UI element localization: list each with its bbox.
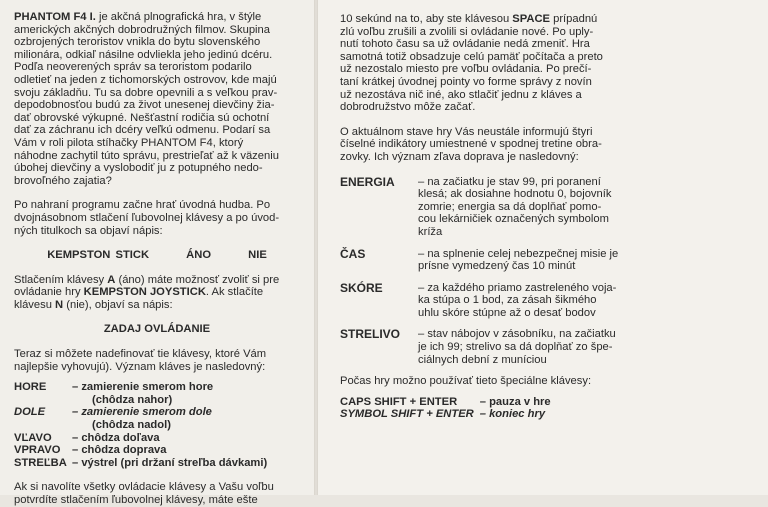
kempston-prompt xyxy=(14,249,300,262)
indicator-line: ciálnych dební z muníciou xyxy=(418,353,547,366)
outro-line: Ak si navolíte všetky ovládacie klávesy a Vašu voľbu xyxy=(14,481,274,494)
zadaj-text: ZADAJ OVLÁDANIE xyxy=(103,323,211,336)
key-a: A xyxy=(107,273,116,286)
indicator-line: – za každého priamo zastreleného voja- xyxy=(418,281,617,294)
key-name xyxy=(14,394,72,407)
press-text: (nie), objaví sa nápis: xyxy=(66,298,173,311)
p1-text: 10 sekúnd na to, aby ste klávesou xyxy=(340,13,510,25)
define-line: Teraz si môžete nadefinovať tie klávesy, ktoré Vám xyxy=(14,348,267,361)
music-paragraph xyxy=(14,199,300,237)
indicator-line: prísne vymedzený čas 10 minút xyxy=(418,260,576,273)
indicator-cas xyxy=(340,248,750,273)
indicator-spacer xyxy=(404,248,416,273)
key-name: HORE xyxy=(14,381,47,394)
music-line: ných titulkoch sa objaví nápis: xyxy=(14,224,163,237)
indicator-name: ČAS xyxy=(340,246,366,261)
press-text: ovládanie hry xyxy=(14,286,81,299)
press-paragraph xyxy=(14,274,300,312)
key-name: VPRAVO xyxy=(14,444,61,457)
indicator-desc xyxy=(418,328,750,366)
indicator-desc xyxy=(418,176,750,239)
special-keys xyxy=(340,396,750,421)
p1-line: dobrodružstvo môže začať. xyxy=(340,101,476,114)
indicator-line: je ich 99; strelivo sa dá doplňať zo špe- xyxy=(418,341,613,354)
p1-line: taní krátkej úvodnej pointy vo forme správy z novín xyxy=(340,75,592,88)
indicator-line: – na splnenie celej nebezpečnej misie je xyxy=(418,247,619,260)
music-line: dvojnásobnom stlačení ľubovolnej klávesy a po úvod- xyxy=(14,211,280,224)
indicator-energia xyxy=(340,176,750,239)
intro-line: amerických akčných dobrodružných filmov. Skupina xyxy=(14,23,270,36)
press-text: klávesu xyxy=(14,298,52,311)
indicator-line: – na začiatku je stav 99, pri poranení xyxy=(418,175,601,188)
indicator-line: ka stúpa o 1 bod, za zásah šikmého xyxy=(418,294,597,307)
intro-line: dať obrovské výkupné. Nešťastní rodičia sú ochotní xyxy=(14,111,270,124)
indicator-desc xyxy=(418,282,750,320)
indicator-name: STRELIVO xyxy=(340,327,401,342)
intro-line: dať za záchranu ich dcéry veľkú odmenu. Podarí sa xyxy=(14,124,271,137)
indicator-strelivo xyxy=(340,328,750,366)
special-key: SYMBOL SHIFT + ENTER xyxy=(340,408,474,421)
intro-line: svoju základňu. Tu sa dobre opevnili a s veľkou prav- xyxy=(14,86,278,99)
intro-line: je akčná plnografická hra, v štýle xyxy=(98,11,262,23)
intro-line: milionára, odkiaľ násilne odvliekla jeho jedinú dcéru. xyxy=(14,48,273,61)
special-desc: – koniec hry xyxy=(479,408,546,421)
p1-line: zlú voľbu zrušili a zvolili si ovládanie nové. Po uply- xyxy=(340,25,594,38)
key-name: VĽAVO xyxy=(14,431,52,444)
intro-paragraph xyxy=(14,11,300,187)
intro-line: Podľa neoverených správ sa teroristom podarilo xyxy=(14,61,252,74)
key-name: STREĽBA xyxy=(14,456,67,469)
key-desc: – zamierenie smerom hore xyxy=(72,381,214,394)
intro-line: Vám v roli pilota stíhačky PHANTOM F4, ktorý xyxy=(14,136,244,149)
kempston-no: NIE xyxy=(248,249,267,262)
indicators-intro xyxy=(340,126,750,164)
intro-line: depodobnosťou budú za život unesenej dievčiny žia- xyxy=(14,99,275,112)
outro-paragraph xyxy=(14,481,300,506)
left-page xyxy=(0,0,314,506)
indicator-line: klesá; ak dosiahne hodnotu 0, bojovník xyxy=(418,188,612,201)
p1-text: prípadnú xyxy=(553,13,598,25)
key-desc: (chôdza nadol) xyxy=(92,419,171,432)
intro-line: náhodne zachytil túto správu, prestrieľať až k väzeniu xyxy=(14,149,279,162)
indicator-name: ENERGIA xyxy=(340,174,395,189)
joystick-label: KEMPSTON JOYSTICK xyxy=(83,286,206,299)
intro-line: ozbrojených teroristov vnikla do bytu slovenského xyxy=(14,36,261,49)
key-name xyxy=(14,419,72,432)
indicator-spacer xyxy=(404,282,416,320)
key-desc: – zamierenie smerom dole xyxy=(72,406,212,419)
game-title: PHANTOM F4 I. xyxy=(14,11,96,23)
p2-line: zovky. Ich význam zľava doprava je nasledovný: xyxy=(340,150,579,163)
key-desc: (chôdza nahor) xyxy=(92,393,173,406)
press-text: Stlačením klávesy xyxy=(14,273,105,286)
p1-line: samotná totiž obsadzuje celú pamäť počítača a preto xyxy=(340,50,603,63)
p1-line: nutí tohoto času sa už ovládanie nedá zmeniť. Hra xyxy=(340,38,590,51)
indicator-spacer xyxy=(404,328,416,366)
p1-line: už nezostáva nič iné, ako stlačiť jednu z kláves a xyxy=(340,88,582,101)
key-table xyxy=(14,381,300,469)
key-desc: – chôdza doprava xyxy=(72,444,167,457)
key-space: SPACE xyxy=(512,13,550,25)
space-paragraph xyxy=(340,13,750,114)
indicator-desc xyxy=(418,248,750,273)
key-desc: – chôdza doľava xyxy=(72,431,160,444)
key-desc: – výstrel (pri držaní streľba dávkami) xyxy=(72,456,268,469)
indicator-name: SKÓRE xyxy=(340,280,383,295)
intro-line: úbohej dievčiny a vyslobodiť ju z potupného nedo- xyxy=(14,162,263,175)
kempston-yes: ÁNO xyxy=(186,249,212,262)
p1-line: už nezostalo miesto pre voľbu ovládania. Po prečí- xyxy=(340,63,592,76)
indicator-line: kríža xyxy=(418,225,443,238)
key-n: N xyxy=(55,298,64,311)
define-paragraph xyxy=(14,348,300,373)
press-text: (áno) máte možnosť zvoliť si pre xyxy=(118,273,280,286)
music-line: Po nahraní programu začne hrať úvodná hudba. Po xyxy=(14,199,271,212)
indicator-line: uhlu skóre stúpne až o desať bodov xyxy=(418,306,596,319)
right-page xyxy=(318,0,768,495)
kempston-stick: KEMPSTON STICK xyxy=(47,249,150,262)
indicator-skore xyxy=(340,282,750,320)
special-desc: – pauza v hre xyxy=(479,395,551,408)
indicator-line: cou lekárničiek označených symbolom xyxy=(418,213,609,226)
define-line: najlepšie vyhovujú). Význam kláves je nasledovný: xyxy=(14,360,266,373)
p2-line: číselné indikátory umiestnené v spodnej tretine obra- xyxy=(340,138,602,151)
indicator-line: – stav nábojov v zásobníku, na začiatku xyxy=(418,328,616,341)
press-text: . Ak stlačíte xyxy=(205,286,264,299)
indicator-line: zomrie; energia sa dá doplňať pomo- xyxy=(418,200,602,213)
indicator-spacer xyxy=(404,176,416,239)
intro-line: odletieť na jeden z tichomorských ostrovov, kde majú xyxy=(14,73,277,86)
special-intro: Počas hry možno používať tieto špeciálne klávesy: xyxy=(340,375,592,388)
special-key: CAPS SHIFT + ENTER xyxy=(340,395,458,408)
zadaj-heading xyxy=(14,323,300,336)
intro-line: brovoľného zajatia? xyxy=(14,174,112,187)
key-name: DOLE xyxy=(14,406,46,419)
outro-line: potvrdíte stlačením ľubovolnej klávesy, máte ešte xyxy=(14,494,258,506)
p2-line: O aktuálnom stave hry Vás neustále informujú štyri xyxy=(340,125,593,138)
